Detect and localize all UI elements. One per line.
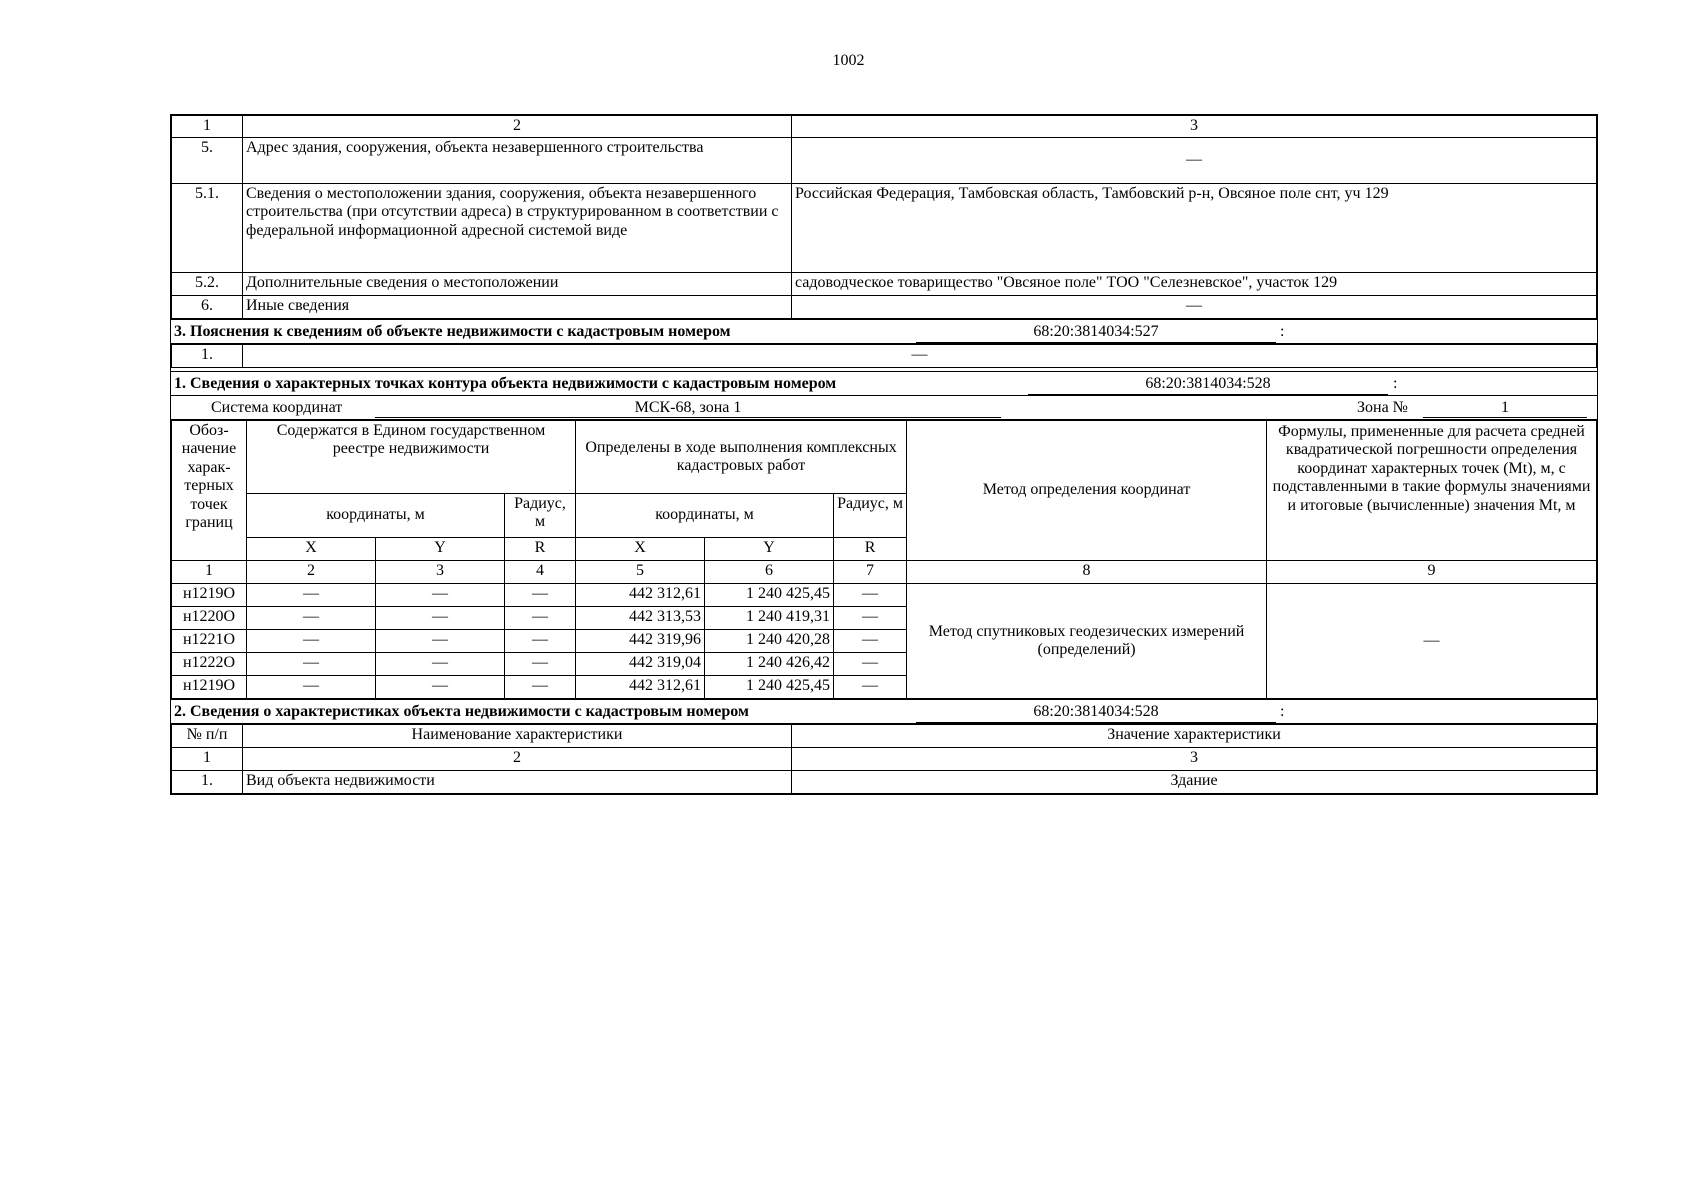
row-name: Сведения о местоположении здания, сооружения, объекта незавершенного строительства (при отсутствии адреса) в структурированном в соответствии с федеральной информационной адресной системой виде — [243, 184, 792, 273]
point-y-egrn: — — [376, 653, 505, 676]
egrn-radius-header: Радиус, м — [505, 494, 576, 538]
kkr-r-header: R — [834, 538, 907, 561]
row-number: 1. — [172, 345, 243, 368]
point-r-kkr: — — [834, 584, 907, 607]
col-num-7: 7 — [834, 561, 907, 584]
method-value: Метод спутниковых геодезических измерений (определений) — [907, 584, 1267, 699]
point-r-kkr: — — [834, 653, 907, 676]
method-header: Метод определения координат — [907, 421, 1267, 561]
coord-system-value: МСК-68, зона 1 — [375, 399, 1001, 418]
point-r-egrn: — — [505, 607, 576, 630]
section2-title: 2. Сведения о характеристиках объекта недвижимости с кадастровым номером — [174, 703, 749, 720]
characteristics-header-row — [172, 725, 1597, 748]
point-x-kkr: 442 319,96 — [576, 630, 705, 653]
cadastral-document — [170, 114, 1598, 795]
point-x-kkr: 442 313,53 — [576, 607, 705, 630]
table-row — [172, 771, 1597, 794]
object-info-table — [171, 115, 1597, 319]
row-number: 5.2. — [172, 273, 243, 296]
point-x-egrn: — — [247, 630, 376, 653]
point-x-egrn: — — [247, 653, 376, 676]
table-row — [172, 296, 1597, 319]
row-value: садоводческое товарищество "Овсяное поле" ТОО "Селезневское", участок 129 — [792, 273, 1597, 296]
point-y-egrn: — — [376, 676, 505, 699]
table-row — [172, 273, 1597, 296]
designation-header: Обоз-начение харак-терных точек границ — [172, 421, 247, 561]
page-number: 1002 — [832, 52, 865, 69]
point-x-egrn: — — [247, 676, 376, 699]
col-num-3: 3 — [792, 748, 1597, 771]
col-num-2: 2 — [243, 748, 792, 771]
zone-label: Зона № — [1357, 399, 1408, 416]
row-number: 5. — [172, 138, 243, 184]
point-y-kkr: 1 240 420,28 — [705, 630, 834, 653]
egrn-coords-header: координаты, м — [247, 494, 505, 538]
point-x-kkr: 442 319,04 — [576, 653, 705, 676]
row-name: Иные сведения — [243, 296, 792, 319]
col-num-1: 1 — [172, 748, 243, 771]
point-y-egrn: — — [376, 630, 505, 653]
characteristics-table — [171, 724, 1597, 794]
point-y-kkr: 1 240 425,45 — [705, 676, 834, 699]
point-y-egrn: — — [376, 607, 505, 630]
col-num-3: 3 — [792, 116, 1597, 138]
col-num-8: 8 — [907, 561, 1267, 584]
row-name: Адрес здания, сооружения, объекта незавершенного строительства — [243, 138, 792, 184]
col-num-9: 9 — [1267, 561, 1597, 584]
row-name: Дополнительные сведения о местоположении — [243, 273, 792, 296]
kkr-y-header: Y — [705, 538, 834, 561]
characteristics-colnum-row — [172, 748, 1597, 771]
section2-cadastral-number: 68:20:3814034:528 — [916, 703, 1276, 723]
zone-value: 1 — [1423, 399, 1587, 418]
col-num-4: 4 — [505, 561, 576, 584]
point-x-kkr: 442 312,61 — [576, 676, 705, 699]
name-header: Наименование характеристики — [243, 725, 792, 748]
value-header: Значение характеристики — [792, 725, 1597, 748]
col-num-6: 6 — [705, 561, 834, 584]
kkr-x-header: X — [576, 538, 705, 561]
egrn-header: Содержатся в Едином государственном реестре недвижимости — [247, 421, 576, 494]
points-table — [171, 420, 1597, 699]
section1-title: 1. Сведения о характерных точках контура объекта недвижимости с кадастровым номером — [174, 375, 837, 392]
point-name: н1222О — [172, 653, 247, 676]
kkr-radius-header: Радиус, м — [834, 494, 907, 538]
point-x-kkr: 442 312,61 — [576, 584, 705, 607]
section3-table — [171, 344, 1597, 368]
section1-heading — [171, 371, 1597, 396]
egrn-x-header: X — [247, 538, 376, 561]
point-r-kkr: — — [834, 676, 907, 699]
row-value: — — [792, 296, 1597, 319]
section3-colon: : — [1280, 323, 1285, 340]
row-value: — — [243, 345, 1597, 368]
col-num-2: 2 — [247, 561, 376, 584]
row-value: Российская Федерация, Тамбовская область, Тамбовский р-н, Овсяное поле снт, уч 129 — [792, 184, 1597, 273]
point-name: н1219О — [172, 676, 247, 699]
kkr-header: Определены в ходе выполнения комплексных кадастровых работ — [576, 421, 907, 494]
egrn-r-header: R — [505, 538, 576, 561]
point-x-egrn: — — [247, 607, 376, 630]
row-number: 5.1. — [172, 184, 243, 273]
point-r-egrn: — — [505, 676, 576, 699]
point-y-kkr: 1 240 419,31 — [705, 607, 834, 630]
row-value: — — [792, 138, 1597, 184]
col-num-3: 3 — [376, 561, 505, 584]
formulas-header: Формулы, примененные для расчета средней квадратической погрешности определения координат характерных точек (Mt), м, с подставленными в такие формулы значениями и итоговые (вычисленные) значения Mt, м — [1267, 421, 1597, 561]
section1-cadastral-number: 68:20:3814034:528 — [1028, 375, 1388, 395]
table-row — [172, 345, 1597, 368]
point-y-kkr: 1 240 425,45 — [705, 584, 834, 607]
section2-heading — [171, 699, 1597, 724]
coordinate-system-line — [171, 396, 1597, 420]
point-r-kkr: — — [834, 607, 907, 630]
point-name: н1221О — [172, 630, 247, 653]
points-colnum-row — [172, 561, 1597, 584]
col-num-5: 5 — [576, 561, 705, 584]
point-r-egrn: — — [505, 653, 576, 676]
col-num-2: 2 — [243, 116, 792, 138]
section3-heading — [171, 319, 1597, 344]
section3-cadastral-number: 68:20:3814034:527 — [916, 323, 1276, 343]
table-row — [172, 184, 1597, 273]
row-value: Здание — [792, 771, 1597, 794]
egrn-y-header: Y — [376, 538, 505, 561]
point-r-egrn: — — [505, 630, 576, 653]
formulas-value: — — [1267, 584, 1597, 699]
coord-system-label: Система координат — [211, 399, 343, 416]
points-header-row — [172, 421, 1597, 494]
row-name: Вид объекта недвижимости — [243, 771, 792, 794]
kkr-coords-header: координаты, м — [576, 494, 834, 538]
point-y-egrn: — — [376, 584, 505, 607]
point-name: н1219О — [172, 584, 247, 607]
point-r-kkr: — — [834, 630, 907, 653]
point-r-egrn: — — [505, 584, 576, 607]
point-x-egrn: — — [247, 584, 376, 607]
section3-title: 3. Пояснения к сведениям об объекте недвижимости с кадастровым номером — [174, 323, 731, 340]
point-y-kkr: 1 240 426,42 — [705, 653, 834, 676]
col-num-1: 1 — [172, 116, 243, 138]
row-number: 6. — [172, 296, 243, 319]
row-number: 1. — [172, 771, 243, 794]
section2-colon: : — [1280, 703, 1285, 720]
table-row — [172, 138, 1597, 184]
table-header-row — [172, 116, 1597, 138]
section1-colon: : — [1393, 375, 1398, 392]
col-num-1: 1 — [172, 561, 247, 584]
point-name: н1220О — [172, 607, 247, 630]
num-header: № п/п — [172, 725, 243, 748]
table-row — [172, 584, 1597, 607]
